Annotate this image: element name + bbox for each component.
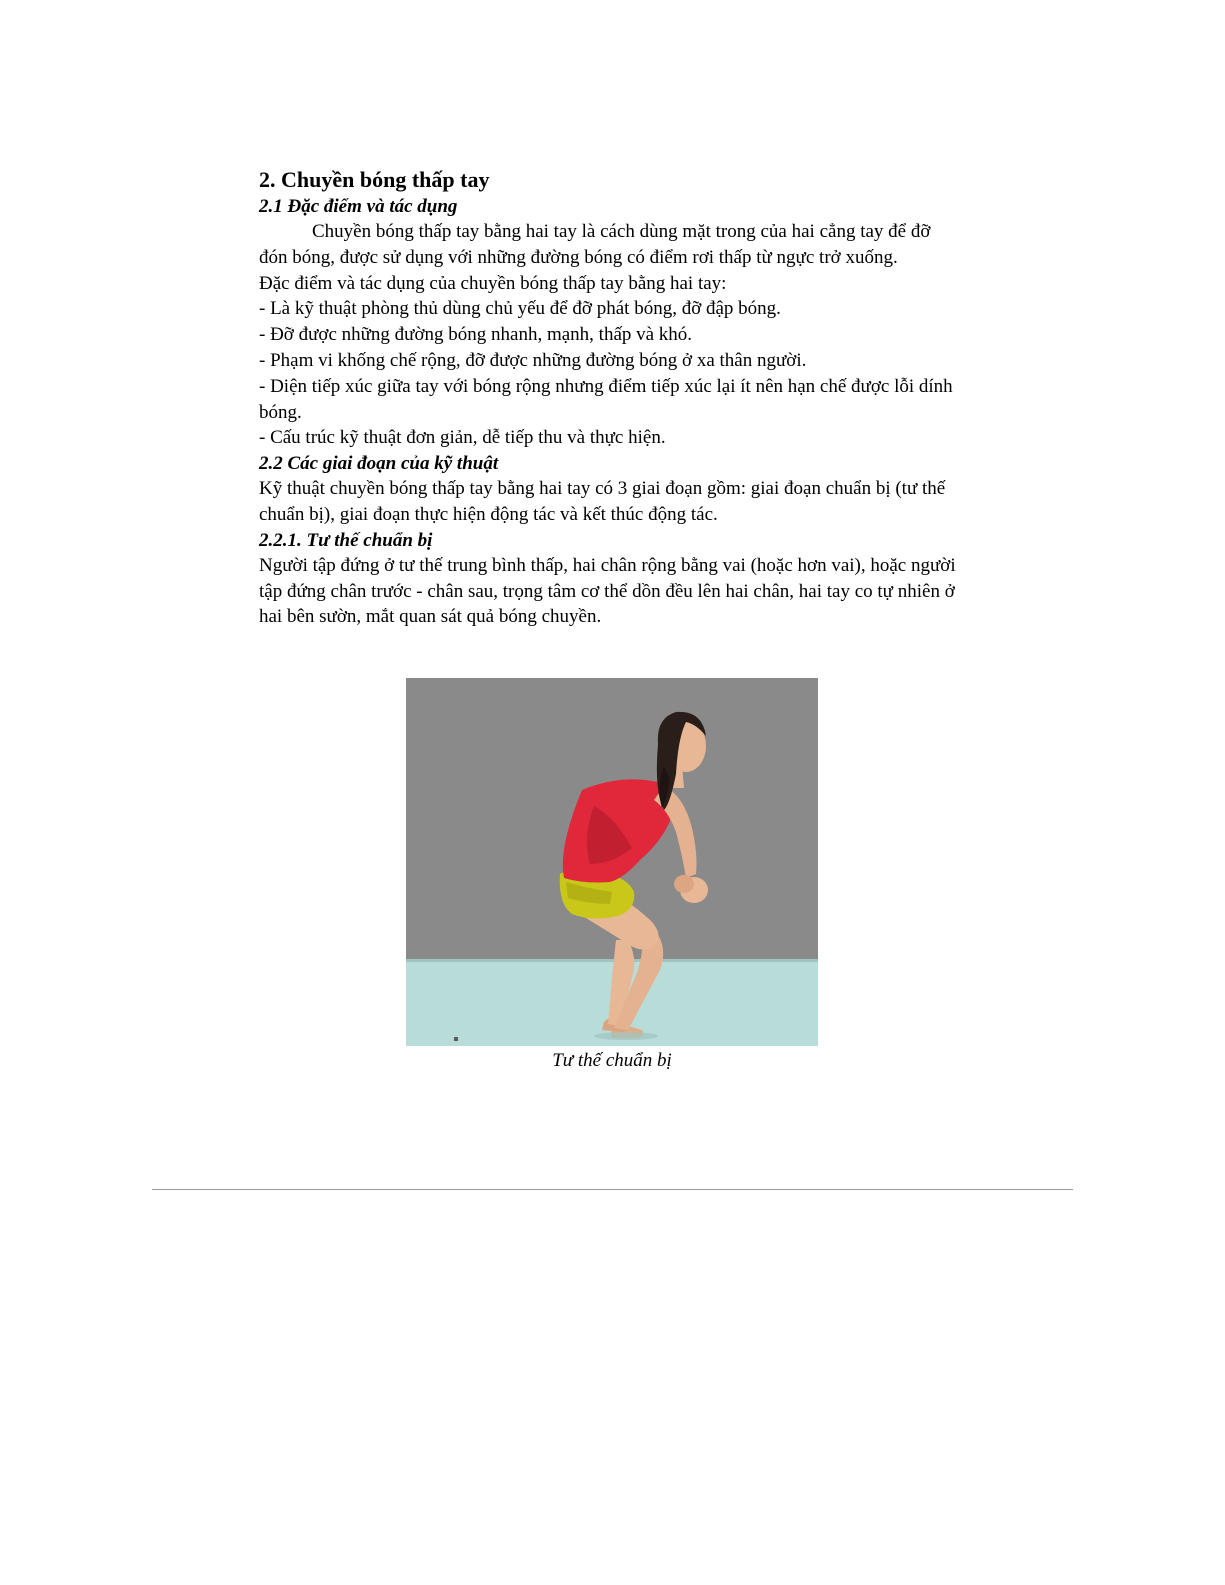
subsection-heading-2-2: 2.2 Các giai đoạn của kỹ thuật — [259, 453, 499, 475]
bullet-item: - Phạm vi khống chế rộng, đỡ được những đường bóng ở xa thân người. — [259, 349, 807, 371]
text-block — [259, 166, 959, 630]
bullet-item: - Cấu trúc kỹ thuật đơn giản, dễ tiếp thu và thực hiện. — [259, 427, 666, 449]
athlete-illustration — [406, 678, 818, 1046]
ready-stance-figure — [406, 678, 818, 1046]
bullet-item: - Diện tiếp xúc giữa tay với bóng rộng nhưng điểm tiếp xúc lại ít nên hạn chế được lỗi dính bóng. — [259, 375, 953, 423]
stages-paragraph: Kỹ thuật chuyền bóng thấp tay bằng hai tay có 3 giai đoạn gồm: giai đoạn chuẩn bị (tư thế chuẩn bị), giai đoạn thực hiện động tác và kết thúc động tác. — [259, 478, 946, 525]
features-lead: Đặc điểm và tác dụng của chuyền bóng thấp tay bằng hai tay: — [259, 272, 727, 294]
subsection-heading-2-1: 2.1 Đặc điểm và tác dụng — [259, 196, 458, 217]
bullet-item: - Là kỹ thuật phòng thủ dùng chủ yếu để đỡ phát bóng, đỡ đập bóng. — [259, 298, 781, 320]
figure-caption: Tư thế chuẩn bị — [552, 1050, 672, 1071]
intro-paragraph: Chuyền bóng thấp tay bằng hai tay là cách dùng mặt trong của hai cẳng tay để đỡ đón bóng, được sử dụng với những đường bóng có điểm rơi thấp từ ngực trở xuống. — [259, 221, 931, 268]
bullet-item: - Đỡ được những đường bóng nhanh, mạnh, thấp và khó. — [259, 324, 693, 346]
section-title: 2. Chuyền bóng thấp tay — [259, 167, 490, 192]
page-divider — [152, 1189, 1073, 1190]
ready-stance-paragraph: Người tập đứng ở tư thế trung bình thấp, hai chân rộng bằng vai (hoặc hơn vai), hoặc người tập đứng chân trước - chân sau, trọng tâm cơ thể dồn đều lên hai chân, hai tay co tự nhiên ở hai bên sườn, mắt quan sát quả bóng chuyền. — [259, 554, 956, 628]
subsection-heading-2-2-1: 2.2.1. Tư thế chuẩn bị — [259, 529, 433, 551]
